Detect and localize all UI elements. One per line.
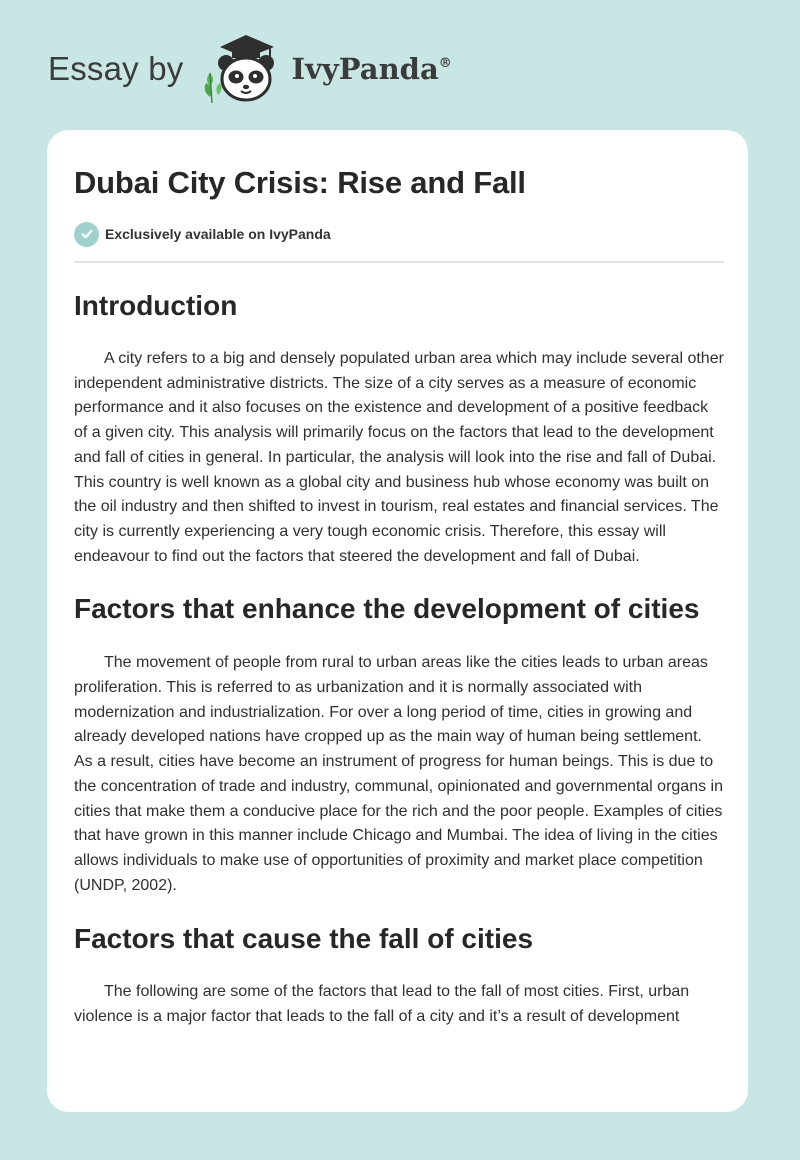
panda-logo-icon xyxy=(196,25,288,105)
title-divider xyxy=(74,261,724,263)
trademark-symbol: ® xyxy=(438,56,452,71)
brand-name: IvyPanda® xyxy=(291,52,452,86)
section-heading-fall: Factors that cause the fall of cities xyxy=(74,923,534,955)
site-header xyxy=(0,0,800,130)
brand-link[interactable] xyxy=(48,34,452,104)
section-heading-introduction: Introduction xyxy=(74,290,238,321)
exclusive-label: Exclusively available on IvyPanda xyxy=(105,226,331,242)
check-icon xyxy=(74,222,99,247)
essay-by-label: Essay by xyxy=(48,50,184,87)
section-text-development: The movement of people from rural to urban areas like the cities leads to urban areas proliferation. This is referred to as urbanization and it is normally associated with modernization and industrialization. For over a long period of time, cities in growing and already developed nations have cropped up as the main way of human being settlement. As a result, cities have become an instrument of progress for human beings. This is due to the concentration of trade and industry, communal, opinionated and governmental organs in cities that make them a conducive place for the rich and the poor people. Examples of cities that have grown in this manner include Chicago and Mumbai. The idea of living in the cities allows individuals to make use of opportunities of proximity and market place competition (UNDP, 2002). xyxy=(74,654,723,894)
essay-content xyxy=(74,163,724,1030)
exclusive-badge xyxy=(74,221,724,247)
section-text-fall: The following are some of the factors that lead to the fall of most cities. First, urban violence is a major factor that leads to the fall of a city and it’s a result of development xyxy=(74,983,690,1026)
essay-title: Dubai City Crisis: Rise and Fall xyxy=(74,165,526,200)
section-text-introduction: A city refers to a big and densely populated urban area which may include several other independent administrative districts. The size of a city serves as a measure of economic performance and it also focuses on the existence and development of a positive feedback of a given city. This analysis will primarily focus on the factors that lead to the development and fall of cities in general. In particular, the analysis will look into the rise and fall of Dubai. This country is well known as a global city and business hub whose economy was built on the oil industry and then shifted to invest in tourism, real estates and financial services. The city is currently experiencing a very tough economic crisis. Therefore, this essay will endeavour to find out the factors that steered the development and fall of Dubai. xyxy=(74,350,724,565)
essay-card xyxy=(47,130,748,1112)
section-heading-development: Factors that enhance the development of cities xyxy=(74,593,700,625)
